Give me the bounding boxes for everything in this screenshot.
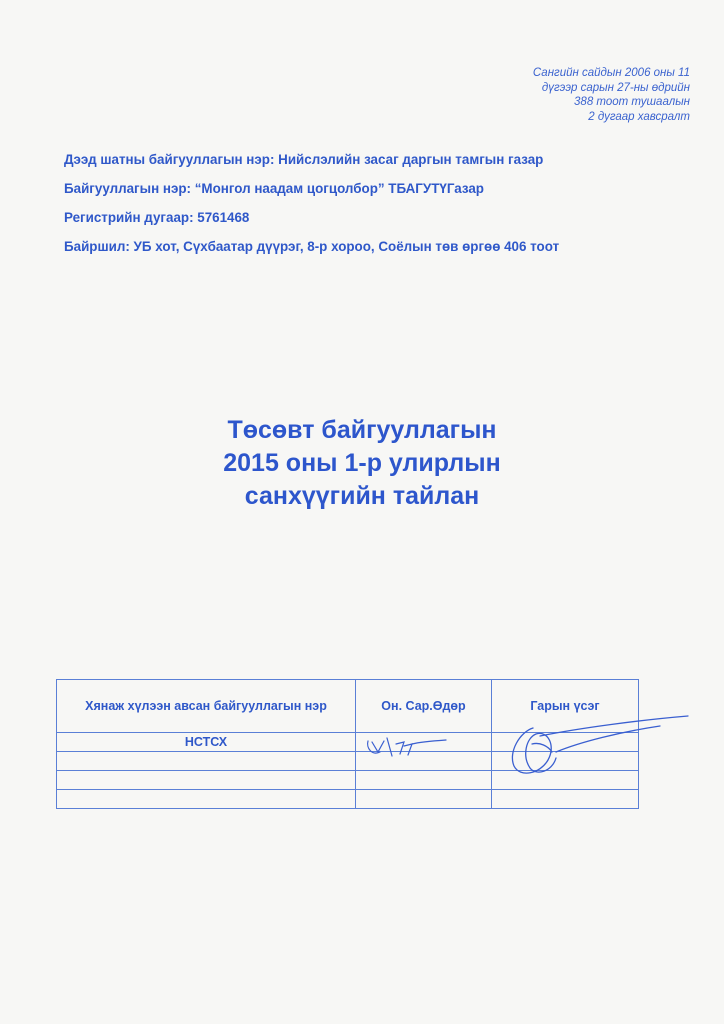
- table-row: [57, 733, 639, 752]
- cell-date: [356, 733, 492, 752]
- cell-signature: [492, 752, 639, 771]
- cell-signature: [492, 771, 639, 790]
- approval-note: [533, 66, 690, 124]
- table-header-row: [57, 680, 639, 733]
- cell-signature: [492, 790, 639, 809]
- cell-date: [356, 790, 492, 809]
- table-row: [57, 771, 639, 790]
- cell-org: НСТСХ: [57, 733, 356, 752]
- title-line-1: Төсөвт байгууллагын: [227, 416, 497, 444]
- header-receiving-org: Хянаж хүлээн авсан байгууллагын нэр: [57, 680, 356, 733]
- table-row: [57, 790, 639, 809]
- cell-org: [57, 752, 356, 771]
- organization-address: Байршил: УБ хот, Сүхбаатар дүүрэг, 8-р хороо, Соёлын төв өргөө 406 тоот: [64, 239, 560, 254]
- approval-line-4: 2 дугаар хавсралт: [588, 110, 690, 123]
- approval-line-2: дүгээр сарын 27-ны өдрийн: [541, 81, 690, 94]
- header-signature: Гарын үсэг: [492, 680, 639, 733]
- cell-signature: [492, 733, 639, 752]
- table-row: [57, 752, 639, 771]
- receipt-table: [56, 679, 639, 809]
- cell-org: [57, 771, 356, 790]
- title-line-3: санхүүгийн тайлан: [244, 482, 480, 510]
- cell-date: [356, 771, 492, 790]
- approval-line-3: 388 тоот тушаалын: [574, 96, 690, 108]
- cell-org: [57, 790, 356, 809]
- header-date: Он. Сар.Өдөр: [356, 680, 492, 733]
- report-title: [0, 414, 724, 513]
- parent-organization: Дээд шатны байгууллагын нэр: Нийслэлийн засаг даргын тамгын газар: [64, 152, 544, 167]
- organization-name: Байгууллагын нэр: “Монгол наадам цогцолбор” ТБАГУТҮГазар: [64, 181, 484, 196]
- title-line-2: 2015 оны 1-р улирлын: [223, 449, 501, 477]
- registration-number: Регистрийн дугаар: 5761468: [64, 210, 250, 225]
- approval-line-1: Сангийн сайдын 2006 оны 11: [532, 67, 690, 79]
- cell-date: [356, 752, 492, 771]
- organization-info: [64, 152, 559, 268]
